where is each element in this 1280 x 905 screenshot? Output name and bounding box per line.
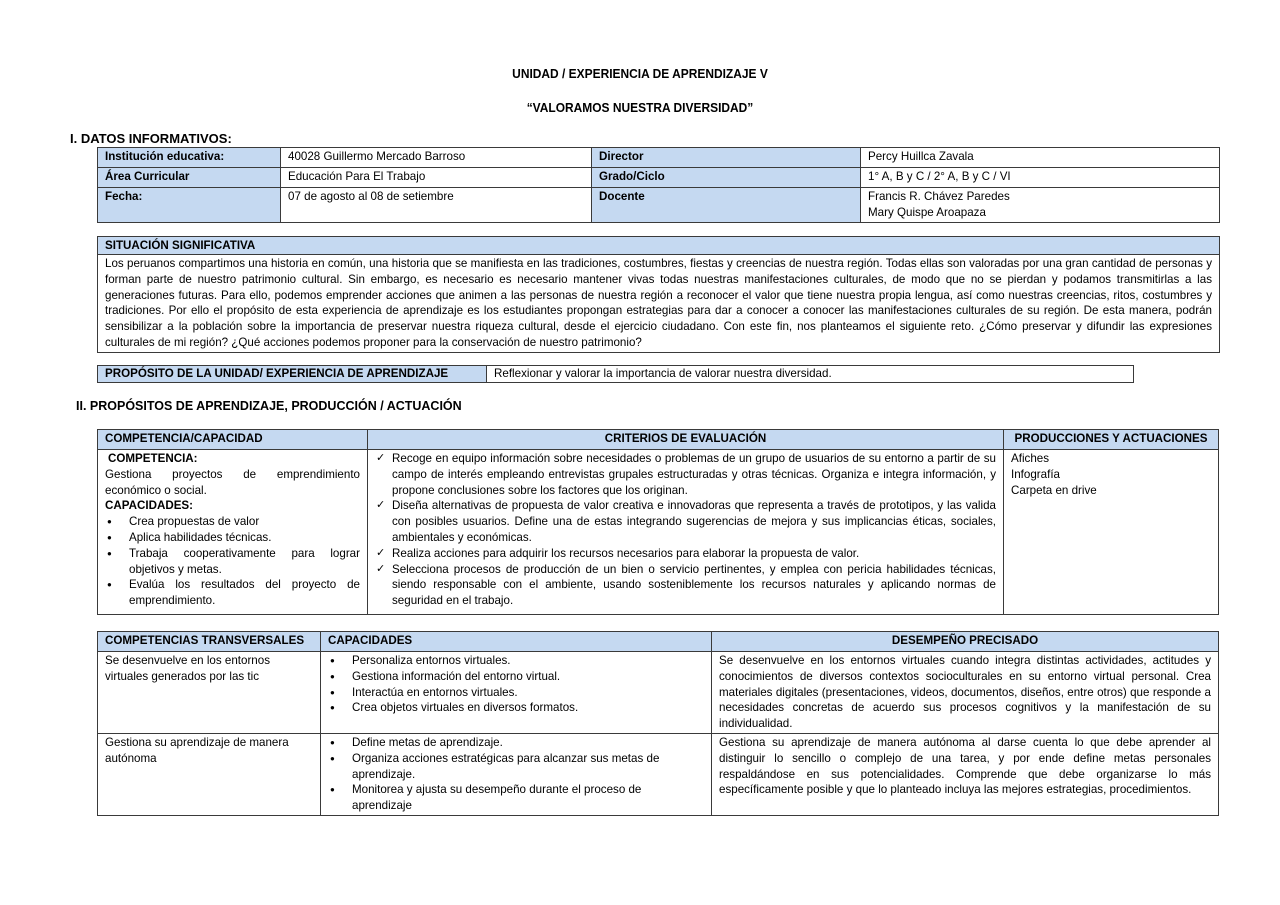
list-item: ✓ Recoge en equipo información sobre necesidades o problemas de un grupo de usuarios de su entorno a partir de su campo de interés empleando entrevistas grupales estructuradas y otras técnicas. Organiza e integra información, y propone conclusiones sobre los factores que los originan. [376, 451, 996, 498]
competencia-text: Gestiona proyectos de emprendimiento económico o social. [105, 467, 360, 497]
document-title: UNIDAD / EXPERIENCIA DE APRENDIZAJE V [512, 66, 768, 81]
list-item: ● Gestiona información del entorno virtual. [328, 669, 704, 685]
transversales-table [97, 631, 1219, 816]
datos-label: Docente [592, 188, 861, 223]
competencia-label: COMPETENCIA: [108, 452, 198, 465]
column-header: DESEMPEÑO PRECISADO [712, 632, 1219, 652]
table-row [98, 652, 1219, 734]
docente-name: Francis R. Chávez Paredes [868, 190, 1010, 203]
datos-label: Institución educativa: [98, 148, 281, 168]
capacidades-list [105, 514, 360, 609]
datos-row [98, 148, 1220, 168]
column-header: COMPETENCIA/CAPACIDAD [98, 430, 368, 450]
list-item: ✓ Selecciona procesos de producción de un bien o servicio pertinentes, y emplea con pericia habilidades técnicas, siendo responsable con el ambiente, usando sosteniblemente los recursos naturales y aplicando normas de seguridad en el trabajo. [376, 562, 996, 609]
competencia-transversal: Gestiona su aprendizaje de manera autónoma [98, 733, 321, 815]
column-header: CAPACIDADES [321, 632, 712, 652]
propositos-table [97, 429, 1219, 615]
datos-row [98, 188, 1220, 223]
proposito-label: PROPÓSITO DE LA UNIDAD/ EXPERIENCIA DE APRENDIZAJE [98, 366, 487, 383]
table-row [98, 733, 1219, 815]
list-item: ● Organiza acciones estratégicas para alcanzar sus metas de aprendizaje. [328, 751, 704, 783]
competencia-cell [98, 450, 368, 615]
situacion-text: Los peruanos compartimos una historia en común, una historia que se manifiesta en las tradiciones, costumbres, fiestas y creencias de nuestra región. Todas ellas son valoradas por una gran cantidad de personas y forman parte de nuestro patrimonio cultural. Sin embargo, es necesario es necesario mantener vivas todas nuestras manifestaciones culturales, de modo que no se pierdan y podamos transmitirlas a las generaciones futuras. Para ello, podemos emprender acciones que animen a las personas de nuestra región a reconocer el valor que tiene nuestra propia lengua, así como nuestras creencias, ritos, costumbres y tradiciones. Por ello el propósito de esta experiencia de aprendizaje es los estudiantes propongan estrategias para dar a conocer a conocer las manifestaciones culturales de su región. De esta manera, podrán sensibilizar a la población sobre la importancia de preservar nuestra riqueza cultural, desde el ejercicio ciudadano. Con este fin, nos planteamos el siguiente reto. ¿Cómo preservar y difundir las expresiones culturales de mi región? ¿Qué acciones podemos proponer para la conservación de nuestro patrimonio? [105, 257, 1212, 349]
list-item: ● Monitorea y ajusta su desempeño durante el proceso de aprendizaje [328, 782, 704, 814]
criterios-list [376, 451, 996, 609]
datos-row [98, 168, 1220, 188]
situacion-significativa [97, 236, 1220, 353]
datos-label: Área Curricular [98, 168, 281, 188]
docente-name: Mary Quispe Aroapaza [868, 205, 986, 219]
datos-value: 07 de agosto al 08 de setiembre [281, 188, 592, 223]
list-item: Infografía [1011, 467, 1060, 481]
capacidades-list [328, 735, 704, 814]
datos-value: Percy Huillca Zavala [861, 148, 1220, 168]
capacidades-cell [321, 733, 712, 815]
datos-informativos-table [97, 147, 1220, 223]
datos-label: Director [592, 148, 861, 168]
list-item: ● Define metas de aprendizaje. [328, 735, 704, 751]
list-item: ● Crea objetos virtuales en diversos formatos. [328, 700, 704, 716]
section-1-heading: I. DATOS INFORMATIVOS: [70, 131, 232, 146]
situacion-heading: SITUACIÓN SIGNIFICATIVA [98, 237, 1219, 255]
column-header: COMPETENCIAS TRANSVERSALES [98, 632, 321, 652]
capacidades-list [328, 653, 704, 716]
list-item: ● Evalúa los resultados del proyecto de emprendimiento. [105, 577, 360, 609]
list-item: ● Aplica habilidades técnicas. [105, 530, 360, 546]
desempeno-cell: Se desenvuelve en los entornos virtuales cuando integra distintas actividades, actitudes y conocimientos de diversos contextos socioculturales en su entorno virtual personal. Crea materiales digitales (presentaciones, videos, documentos, diseños, entre otros) que responde a necesidades concretas de acuerdo sus procesos cognitivos y la manifestación de su individualidad. [712, 652, 1219, 734]
proposito-table [97, 365, 1134, 383]
capacidades-cell [321, 652, 712, 734]
criterios-cell [368, 450, 1004, 615]
section-2-heading: II. PROPÓSITOS DE APRENDIZAJE, PRODUCCIÓN / ACTUACIÓN [76, 399, 462, 413]
datos-label: Grado/Ciclo [592, 168, 861, 188]
list-item: Carpeta en drive [1011, 483, 1097, 497]
datos-label: Fecha: [98, 188, 281, 223]
capacidades-label: CAPACIDADES: [105, 499, 194, 513]
datos-value: Educación Para El Trabajo [281, 168, 592, 188]
list-item: ✓ Diseña alternativas de propuesta de valor creativa e innovadoras que representa a través de prototipos, y las valida con posibles usuarios. Define una de estas integrando sugerencias de mejora y sus implicancias éticas, sociales, ambientales y económicas. [376, 498, 996, 545]
document-subtitle: “VALORAMOS NUESTRA DIVERSIDAD” [526, 100, 754, 115]
producciones-cell [1004, 450, 1219, 615]
datos-value: 1° A, B y C / 2° A, B y C / VI [861, 168, 1220, 188]
list-item: ● Crea propuestas de valor [105, 514, 360, 530]
datos-value: 40028 Guillermo Mercado Barroso [281, 148, 592, 168]
list-item: ● Trabaja cooperativamente para lograr objetivos y metas. [105, 546, 360, 578]
proposito-value: Reflexionar y valorar la importancia de valorar nuestra diversidad. [487, 366, 1134, 383]
list-item: ● Personaliza entornos virtuales. [328, 653, 704, 669]
desempeno-cell: Gestiona su aprendizaje de manera autónoma al darse cuenta lo que debe aprender al distinguir lo sencillo o complejo de una tarea, y por ende define metas personales respaldándose en sus potencialidades. Comprende que debe organizarse lo más específicamente posible y que lo planteado incluya las mejores estrategias, procedimientos. [712, 733, 1219, 815]
list-item: ● Interactúa en entornos virtuales. [328, 685, 704, 701]
column-header: PRODUCCIONES Y ACTUACIONES [1004, 430, 1219, 450]
column-header: CRITERIOS DE EVALUACIÓN [368, 430, 1004, 450]
list-item: Afiches [1011, 452, 1050, 465]
list-item: ✓ Realiza acciones para adquirir los recursos necesarios para elaborar la propuesta de valor. [376, 546, 996, 562]
competencia-transversal: Se desenvuelve en los entornos virtuales generados por las tic [98, 652, 321, 734]
datos-value [861, 188, 1220, 223]
